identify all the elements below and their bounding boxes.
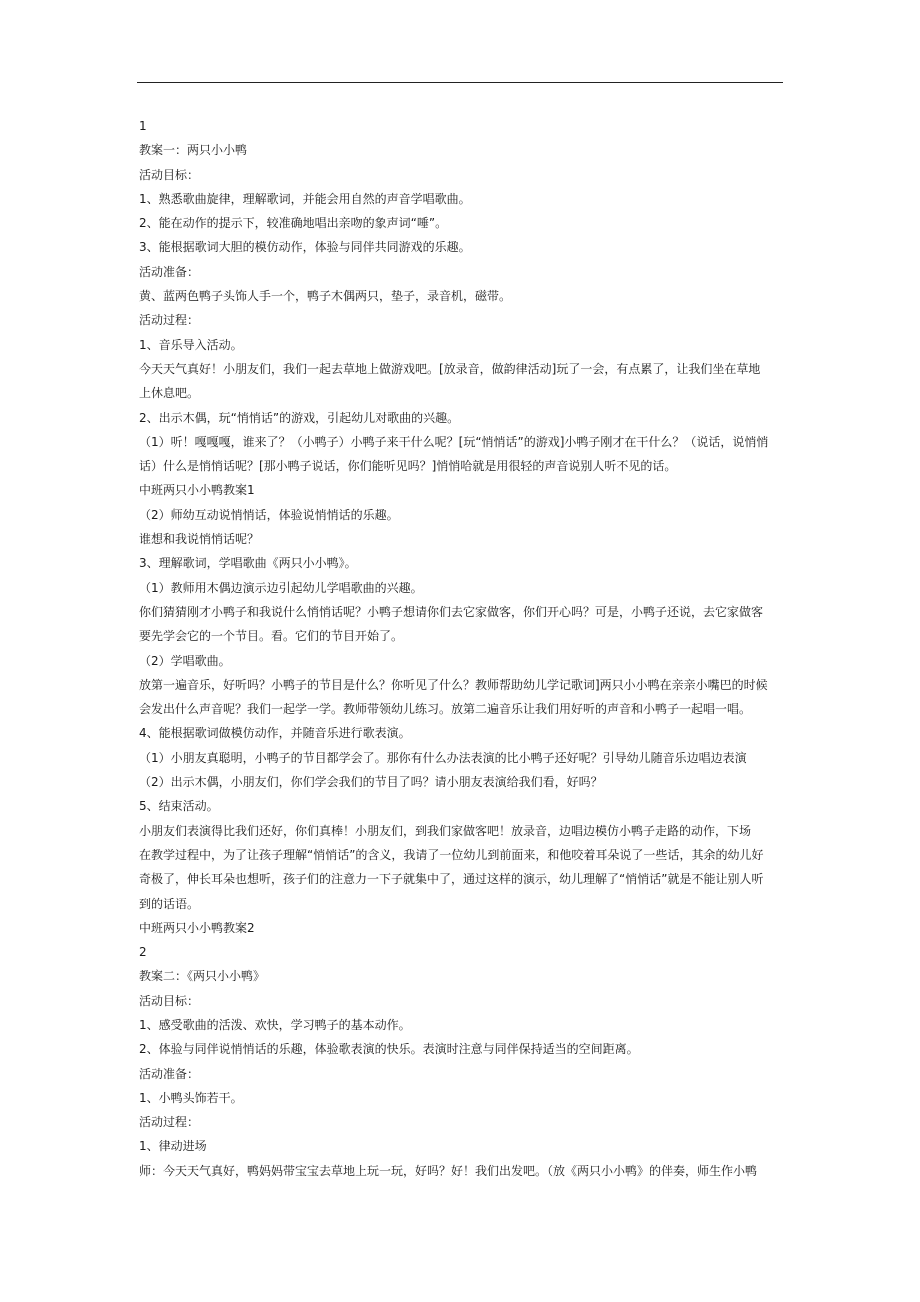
text-line: 活动目标： [139,993,200,1008]
text-line: 3、理解歌词，学唱歌曲《两只小小鸭》。 [139,556,357,571]
text-line: 5、结束活动。 [139,799,219,814]
text-line: 到的话语。 [139,896,200,911]
text-line: 奇极了，伸长耳朵也想听，孩子们的注意力一下子就集中了，通过这样的演示，幼儿理解了“悄悄话”就是不能让别人听 [139,872,764,887]
header-rule [137,82,783,83]
text-line: 上休息吧。 [139,386,200,401]
text-line: 今天天气真好！小朋友们，我们一起去草地上做游戏吧。[放录音，做韵律活动]玩了一会，有点累了，让我们坐在草地 [139,361,761,376]
text-line: 你们猜猜刚才小鸭子和我说什么悄悄话呢？小鸭子想请你们去它家做客，你们开心吗？可是，小鸭子还说，去它家做客 [139,604,764,619]
text-line: （2）学唱歌曲。 [139,653,231,668]
text-line: 1、感受歌曲的活泼、欢快，学习鸭子的基本动作。 [139,1017,411,1032]
text-line: 教案一：两只小小鸭 [139,143,248,158]
text-line: （1）小朋友真聪明，小鸭子的节目都学会了。那你有什么办法表演的比小鸭子还好呢？引导幼儿随音乐边唱边表演 [139,750,747,765]
text-line: 话）什么是悄悄话呢？[那小鸭子说话，你们能听见吗？]悄悄哈就是用很轻的声音说别人听不见的话。 [139,459,677,474]
text-line: （1）听！嘎嘎嘎，谁来了？（小鸭子）小鸭子来干什么呢？[玩“悄悄话”的游戏]小鸭子刚才在干什么？（说话，说悄悄 [139,434,769,449]
text-line: （2）师幼互动说悄悄话，体验说悄悄话的乐趣。 [139,507,399,522]
text-line: 1、小鸭头饰若干。 [139,1090,243,1105]
text-line: （1）教师用木偶边演示边引起幼儿学唱歌曲的兴趣。 [139,580,423,595]
text-line: 1、熟悉歌曲旋律，理解歌词，并能会用自然的声音学唱歌曲。 [139,191,471,206]
text-line: 活动过程： [139,1115,200,1130]
text-line: 2 [139,945,147,960]
text-line: 教案二：《两只小小鸭》 [139,969,266,984]
document-body [139,114,785,1183]
text-line: 活动准备： [139,1066,200,1081]
text-line: 会发出什么声音呢？我们一起学一学。教师带领幼儿练习。放第二遍音乐让我们用好听的声音和小鸭子一起唱一唱。 [139,702,752,717]
text-line: 中班两只小小鸭教案1 [139,483,255,498]
text-line: 2、能在动作的提示下，较准确地唱出亲吻的象声词“唾”。 [139,216,448,231]
text-line: 1、律动进场 [139,1139,207,1154]
text-line: 在教学过程中，为了让孩子理解“悄悄话”的含义，我请了一位幼儿到前面来，和他咬着耳朵说了一些话，其余的幼儿好 [139,847,764,862]
text-line: 要先学会它的一个节目。看。它们的节目开始了。 [139,629,404,644]
text-line: 中班两只小小鸭教案2 [139,920,255,935]
text-line: 活动准备： [139,264,200,279]
text-line: 小朋友们表演得比我们还好，你们真棒！小朋友们，到我们家做客吧！放录音，边唱边模仿小鸭子走路的动作，下场 [139,823,752,838]
text-line: 师：今天天气真好，鸭妈妈带宝宝去草地上玩一玩，好吗？好！我们出发吧。（放《两只小小鸭》的伴奏，师生作小鸭 [139,1163,758,1178]
text-line: 1 [139,119,147,133]
text-line: 4、能根据歌词做模仿动作，并随音乐进行歌表演。 [139,726,411,741]
text-line: 放第一遍音乐，好听吗？小鸭子的节目是什么？你听见了什么？教师帮助幼儿学记歌词]两只小小鸭在亲亲小嘴巴的时候 [139,677,768,692]
text-line: 活动过程： [139,313,200,328]
text-line: 谁想和我说悄悄话呢？ [139,532,260,547]
text-line: （2）出示木偶，小朋友们，你们学会我们的节目了吗？请小朋友表演给我们看，好吗？ [139,775,603,790]
text-line: 黄、蓝两色鸭子头饰人手一个，鸭子木偶两只，垫子，录音机，磁带。 [139,289,512,304]
text-line: 2、体验与同伴说悄悄话的乐趣，体验歌表演的快乐。表演时注意与同伴保持适当的空间距离。 [139,1042,639,1057]
text-line: 3、能根据歌词大胆的模仿动作，体验与同伴共同游戏的乐趣。 [139,240,471,255]
text-line: 活动目标： [139,167,200,182]
text-line: 2、出示木偶，玩“悄悄话”的游戏，引起幼儿对歌曲的兴趣。 [139,410,460,425]
text-line: 1、音乐导入活动。 [139,337,243,352]
